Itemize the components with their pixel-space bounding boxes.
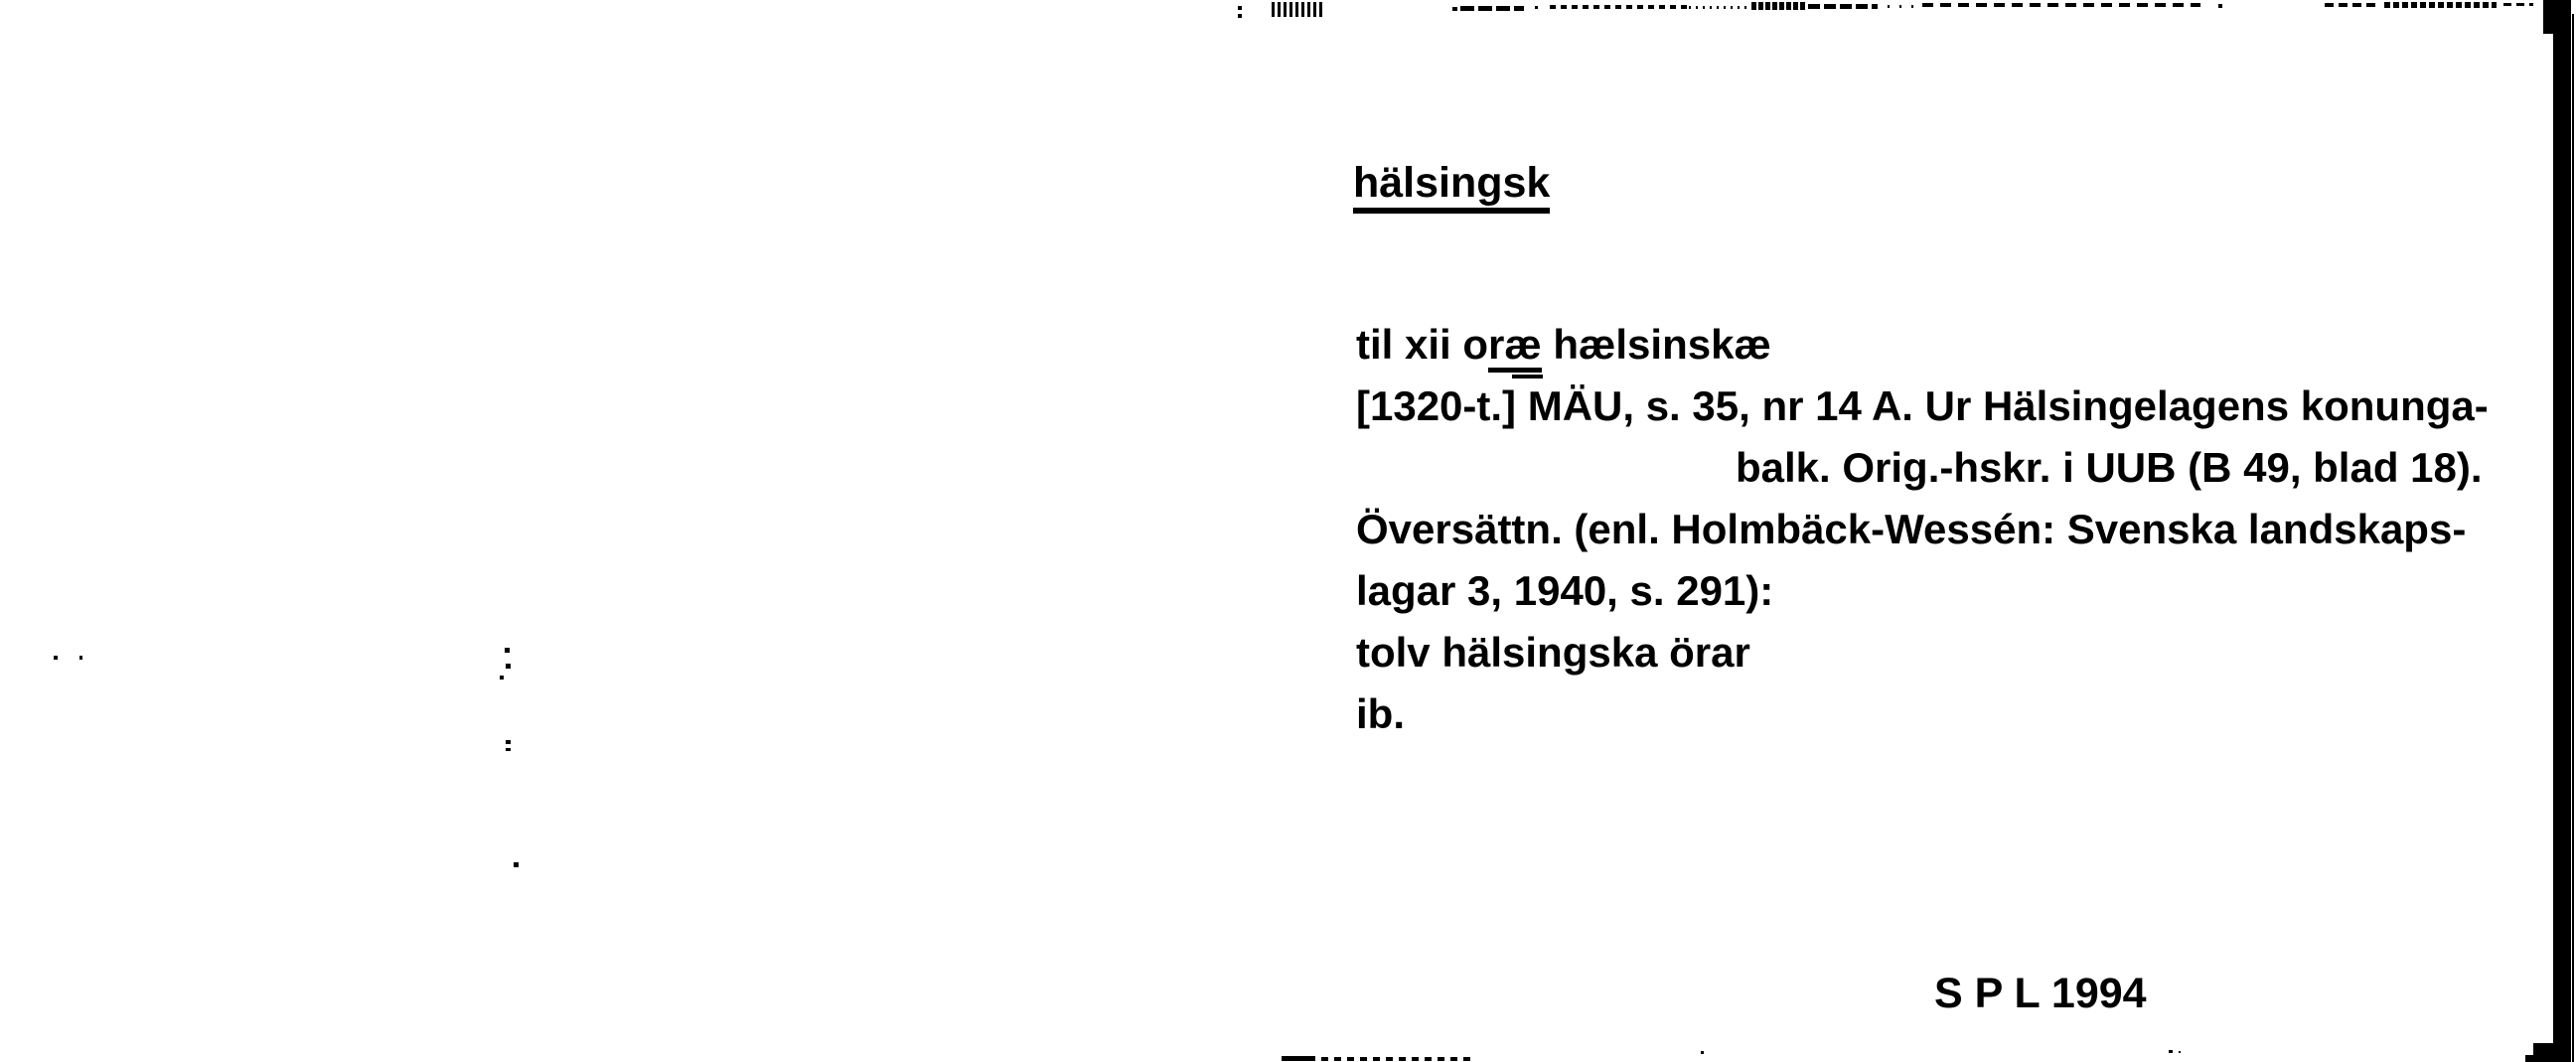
scan-speck: [1238, 6, 1242, 10]
right-edge-scan-line: [2572, 14, 2574, 1062]
scan-speck: [500, 676, 504, 680]
quote-line: [1356, 314, 2489, 376]
citation-line: lagar 3, 1940, s. 291):: [1356, 567, 1774, 614]
top-edge-perforation: [2325, 3, 2380, 7]
top-edge-perforation: [2384, 2, 2497, 8]
scan-speck: [1452, 7, 1457, 11]
translation-line: tolv hälsingska örar: [1356, 629, 1750, 676]
scan-speck: [1238, 14, 1242, 18]
top-edge-perforation: [1689, 6, 1752, 9]
scan-speck: [2179, 1051, 2181, 1053]
top-edge-perforation: [1888, 5, 1919, 8]
quote-post: hælsinskæ: [1541, 321, 1771, 368]
bottom-edge-perforation: [1321, 1057, 1475, 1061]
citation-line: balk. Orig.-hskr. i UUB (B 49, blad 18).: [1736, 444, 2483, 491]
top-edge-perforation: [1808, 4, 1878, 9]
entry-text-block: [1356, 314, 2489, 745]
scan-speck: [514, 862, 519, 867]
top-edge-perforation: [1460, 6, 1524, 11]
right-edge-scan-blob: [2543, 0, 2555, 34]
scan-speck: [2218, 4, 2222, 8]
top-edge-perforation: [1272, 2, 1323, 17]
right-edge-scan-bar: [2553, 0, 2571, 1062]
scan-speck: [505, 648, 510, 653]
citation-line: [1320-t.] MÄU, s. 35, nr 14 A. Ur Hälsingelagens konunga-: [1356, 382, 2489, 429]
scan-speck: [79, 656, 82, 660]
scan-speck: [54, 656, 58, 660]
bottom-edge-dash: [1282, 1056, 1315, 1061]
quote-marked-underlined: ræ: [1488, 321, 1542, 373]
ibidem-line: ib.: [1356, 690, 1405, 737]
bottom-right-corner-mark: [2533, 1043, 2557, 1062]
scan-speck: [2169, 1050, 2173, 1053]
scan-speck: [506, 664, 511, 669]
scan-speck: [1535, 6, 1538, 9]
top-edge-perforation: [1550, 5, 1689, 9]
top-edge-perforation: [2503, 3, 2533, 6]
headword: hälsingsk: [1353, 160, 1550, 214]
scan-speck: [506, 748, 511, 751]
quote-pre: til xii o: [1356, 321, 1489, 368]
scan-speck: [1701, 1051, 1704, 1054]
top-edge-perforation: [1922, 3, 2200, 7]
citation-line: Översättn. (enl. Holmbäck-Wessén: Svenska landskaps-: [1356, 506, 2467, 552]
scan-speck: [506, 740, 511, 744]
top-edge-perforation: [1751, 2, 1807, 10]
bottom-right-corner-mark: [2525, 1055, 2535, 1062]
footer-sigla: S P L 1994: [1934, 970, 2147, 1017]
